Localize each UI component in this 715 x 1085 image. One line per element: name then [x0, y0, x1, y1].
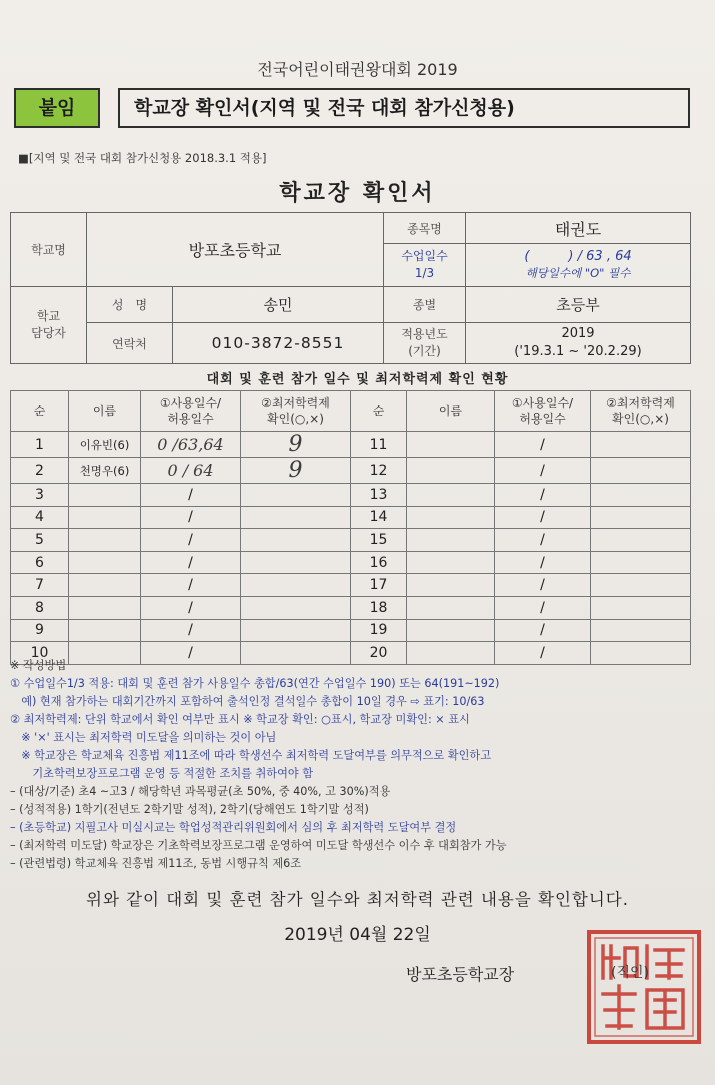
confirmation-text: 위와 같이 대회 및 훈련 참가 일수와 최저학력 관련 내용을 확인합니다.	[86, 890, 629, 909]
row-days	[141, 458, 241, 484]
row-name	[407, 432, 495, 458]
year-value: 2019	[561, 326, 595, 341]
row-days	[495, 574, 591, 597]
class-days-label-2: 1/3	[414, 266, 435, 280]
col-days-left-2: 허용일수	[167, 412, 214, 426]
row-no	[11, 458, 69, 484]
school-name: 방포초등학교	[87, 213, 384, 287]
row-name	[69, 574, 141, 597]
row-days	[495, 506, 591, 529]
row-days	[141, 619, 241, 642]
row-days-text: 0 /63,64	[157, 435, 224, 454]
row-days	[141, 551, 241, 574]
row-check	[591, 458, 691, 484]
row-days	[141, 574, 241, 597]
year-label-2: (기간)	[408, 344, 441, 358]
row-name	[69, 458, 141, 484]
row-no-text: 11	[369, 436, 388, 453]
contact-label: 연락처	[87, 323, 173, 364]
row-days	[141, 484, 241, 507]
row-days-text: /	[188, 531, 193, 548]
row-no-text: 15	[369, 531, 388, 548]
seal-label: (직인)	[611, 965, 649, 981]
table-row	[11, 596, 691, 619]
table-row	[11, 529, 691, 552]
row-no-text: 10	[30, 644, 49, 661]
row-days	[495, 458, 591, 484]
class-days-value-cell	[466, 244, 691, 287]
row-no	[351, 529, 407, 552]
col-days-right-2: 허용일수	[519, 412, 566, 426]
category-value: 초등부	[466, 287, 691, 323]
col-days-right	[495, 391, 591, 432]
row-days-text: /	[540, 577, 545, 594]
writing-instructions	[10, 657, 710, 873]
instruction-line: ① 수업일수1/3 적용: 대회 및 훈련 참가 사용일수 총합/63(연간 수업일수 190) 또는 64(191~192)	[10, 677, 500, 690]
category-label: 종별	[384, 287, 466, 323]
participation-table	[10, 390, 691, 665]
row-name	[69, 432, 141, 458]
attachment-bar	[14, 88, 690, 128]
table-row	[11, 484, 691, 507]
row-name	[69, 484, 141, 507]
row-name	[407, 574, 495, 597]
col-check-left	[241, 391, 351, 432]
col-no-left: 순	[11, 391, 69, 432]
row-no	[11, 574, 69, 597]
row-name	[407, 484, 495, 507]
row-check	[241, 574, 351, 597]
row-no-text: 7	[35, 577, 44, 594]
sport-label: 종목명	[384, 213, 466, 244]
row-no-text: 20	[369, 644, 388, 661]
info-table	[10, 212, 691, 364]
form-subnote: ■[지역 및 전국 대회 참가신청용 2018.3.1 적용]	[18, 151, 267, 165]
teacher-label-1: 학교	[36, 309, 61, 323]
row-no-text: 3	[35, 486, 44, 503]
row-days-text: /	[540, 644, 545, 661]
row-days-text: /	[188, 486, 193, 503]
row-no-text: 12	[369, 462, 388, 479]
row-name	[407, 619, 495, 642]
year-label	[384, 323, 466, 364]
contact-value: 010-3872-8551	[173, 323, 384, 364]
row-check	[241, 432, 351, 458]
instruction-line: – (대상/기준) 초4 ~고3 / 해당학년 과목평균(초 50%, 중 40%, 고 30%)적용	[10, 785, 391, 798]
col-no-right: 순	[351, 391, 407, 432]
row-days-text: /	[540, 436, 545, 453]
row-no	[351, 551, 407, 574]
confirmation-date: 2019년 04월 22일	[284, 925, 431, 945]
instruction-line: ② 최저학력제: 단위 학교에서 확인 여부만 표시 ※ 학교장 확인: ○표시, 학교장 미확인: × 표시	[10, 713, 470, 726]
row-no-text: 2	[35, 462, 44, 479]
participation-section-title: 대회 및 훈련 참가 일수 및 최저학력제 확인 현황	[206, 372, 509, 387]
row-days	[495, 619, 591, 642]
instruction-line: – (초등학교) 지필고사 미실시교는 학업성적관리위원회에서 심의 후 최저학력 도달여부 결정	[10, 821, 457, 834]
table-row	[11, 551, 691, 574]
table-row	[11, 458, 691, 484]
instruction-line: 예) 현재 참가하는 대회기간까지 포함하여 출석인정 결석일수 총합이 10일 경우 ⇨ 표기: 10/63	[10, 695, 485, 708]
row-days-text: /	[188, 644, 193, 661]
official-seal-icon	[585, 928, 703, 1046]
row-no	[351, 506, 407, 529]
school-name-label: 학교명	[11, 213, 87, 287]
sport-value: 태권도	[466, 213, 691, 244]
row-days-text: /	[540, 599, 545, 616]
year-label-1: 적용년도	[401, 327, 448, 341]
table-row	[11, 506, 691, 529]
row-check	[241, 506, 351, 529]
row-no-text: 16	[369, 554, 388, 571]
attachment-title: 학교장 확인서(지역 및 전국 대회 참가신청용)	[118, 88, 690, 128]
row-name	[69, 529, 141, 552]
row-days-text: /	[188, 554, 193, 571]
row-name-text: 천명우(6)	[79, 463, 130, 478]
row-no	[351, 484, 407, 507]
row-no-text: 9	[35, 622, 44, 639]
row-check	[241, 529, 351, 552]
class-days-value: ( ) / 63 , 64	[524, 249, 632, 264]
row-no	[11, 596, 69, 619]
principal-title: 방포초등학교장	[406, 965, 515, 984]
event-title: 전국어린이태권왕대회 2019	[257, 60, 458, 79]
row-days-text: /	[540, 509, 545, 526]
instruction-line: ※ '×' 표시는 최저학력 미도달을 의미하는 것이 아님	[10, 731, 277, 744]
row-no-text: 6	[35, 554, 44, 571]
row-no	[11, 529, 69, 552]
col-check-right	[591, 391, 691, 432]
row-no	[351, 574, 407, 597]
row-days	[495, 596, 591, 619]
row-name	[407, 551, 495, 574]
row-name	[407, 596, 495, 619]
col-check-left-2: 확인(○,×)	[267, 412, 324, 426]
instruction-line: – (성적적용) 1학기(전년도 2학기말 성적), 2학기(당해연도 1학기말 성적)	[10, 803, 369, 816]
row-days	[141, 529, 241, 552]
row-check	[241, 596, 351, 619]
col-days-right-1: ①사용일수/	[511, 396, 574, 410]
row-name	[407, 506, 495, 529]
table-row	[11, 432, 691, 458]
instruction-line: 기초학력보장프로그램 운영 등 적절한 조치를 취하여야 함	[10, 767, 314, 780]
row-name	[69, 506, 141, 529]
teacher-label-2: 담당자	[31, 326, 66, 340]
row-check	[591, 506, 691, 529]
row-no	[11, 551, 69, 574]
row-no	[351, 596, 407, 619]
teacher-label	[11, 287, 87, 364]
row-no-text: 19	[369, 622, 388, 639]
form-title: 학교장 확인서	[279, 181, 436, 206]
instruction-line: ※ 작성방법	[10, 659, 67, 672]
row-days-text: /	[540, 554, 545, 571]
attachment-tag: 붙임	[14, 88, 100, 128]
row-no-text: 18	[369, 599, 388, 616]
row-check	[241, 484, 351, 507]
teacher-name: 송민	[173, 287, 384, 323]
row-no	[11, 432, 69, 458]
row-days-text: /	[188, 577, 193, 594]
row-no-text: 1	[35, 436, 44, 453]
row-days	[495, 484, 591, 507]
row-days-text: /	[540, 622, 545, 639]
row-days-text: /	[188, 599, 193, 616]
row-days-text: /	[540, 462, 545, 479]
row-days-text: /	[540, 486, 545, 503]
row-check	[241, 619, 351, 642]
row-no-text: 5	[35, 531, 44, 548]
row-no	[11, 484, 69, 507]
row-days-text: /	[188, 622, 193, 639]
row-check	[241, 458, 351, 484]
col-check-right-2: 확인(○,×)	[612, 412, 669, 426]
row-days	[141, 432, 241, 458]
row-check	[591, 619, 691, 642]
instruction-line: ※ 학교장은 학교체육 진흥법 제11조에 따라 학생선수 최저학력 도달여부를 의무적으로 확인하고	[10, 749, 492, 762]
row-check	[591, 529, 691, 552]
row-days	[495, 432, 591, 458]
col-days-left-1: ①사용일수/	[159, 396, 222, 410]
name-label: 성 명	[87, 287, 173, 323]
row-check	[591, 484, 691, 507]
table-row	[11, 574, 691, 597]
row-check	[591, 596, 691, 619]
row-days-text: 0 / 64	[167, 461, 214, 480]
row-check-text: 9	[288, 458, 303, 483]
row-no-text: 4	[35, 509, 44, 526]
row-days-text: /	[188, 509, 193, 526]
row-no	[11, 619, 69, 642]
row-check	[241, 551, 351, 574]
row-name	[407, 529, 495, 552]
period-value: ('19.3.1 ~ '20.2.29)	[514, 344, 642, 359]
row-check	[591, 551, 691, 574]
class-days-note: 해당일수에 "O" 필수	[525, 266, 631, 280]
class-days-label	[384, 244, 466, 287]
row-days	[141, 596, 241, 619]
table-row	[11, 619, 691, 642]
col-check-right-1: ②최저학력제	[606, 396, 675, 410]
row-no	[351, 432, 407, 458]
row-days	[495, 529, 591, 552]
row-name	[69, 551, 141, 574]
row-no	[11, 506, 69, 529]
row-no-text: 13	[369, 486, 388, 503]
col-name-left: 이름	[69, 391, 141, 432]
row-name-text: 이유빈(6)	[79, 437, 130, 452]
row-check	[591, 574, 691, 597]
row-no	[351, 619, 407, 642]
row-days	[495, 551, 591, 574]
instruction-line: – (최저학력 미도달) 학교장은 기초학력보장프로그램 운영하여 미도달 학생선수 이수 후 대회참가 가능	[10, 839, 507, 852]
row-name	[69, 619, 141, 642]
row-name	[69, 596, 141, 619]
row-name	[407, 458, 495, 484]
col-days-left	[141, 391, 241, 432]
class-days-label-1: 수업일수	[401, 249, 448, 263]
col-check-left-1: ②최저학력제	[261, 396, 330, 410]
row-days	[141, 506, 241, 529]
row-no-text: 14	[369, 509, 388, 526]
row-check-text: 9	[288, 432, 303, 457]
row-no-text: 17	[369, 577, 388, 594]
instruction-line: – (관련법령) 학교체육 진흥법 제11조, 동법 시행규칙 제6조	[10, 857, 302, 870]
row-check	[591, 432, 691, 458]
col-name-right: 이름	[407, 391, 495, 432]
row-no-text: 8	[35, 599, 44, 616]
row-no	[351, 458, 407, 484]
year-value-cell	[466, 323, 691, 364]
row-days-text: /	[540, 531, 545, 548]
